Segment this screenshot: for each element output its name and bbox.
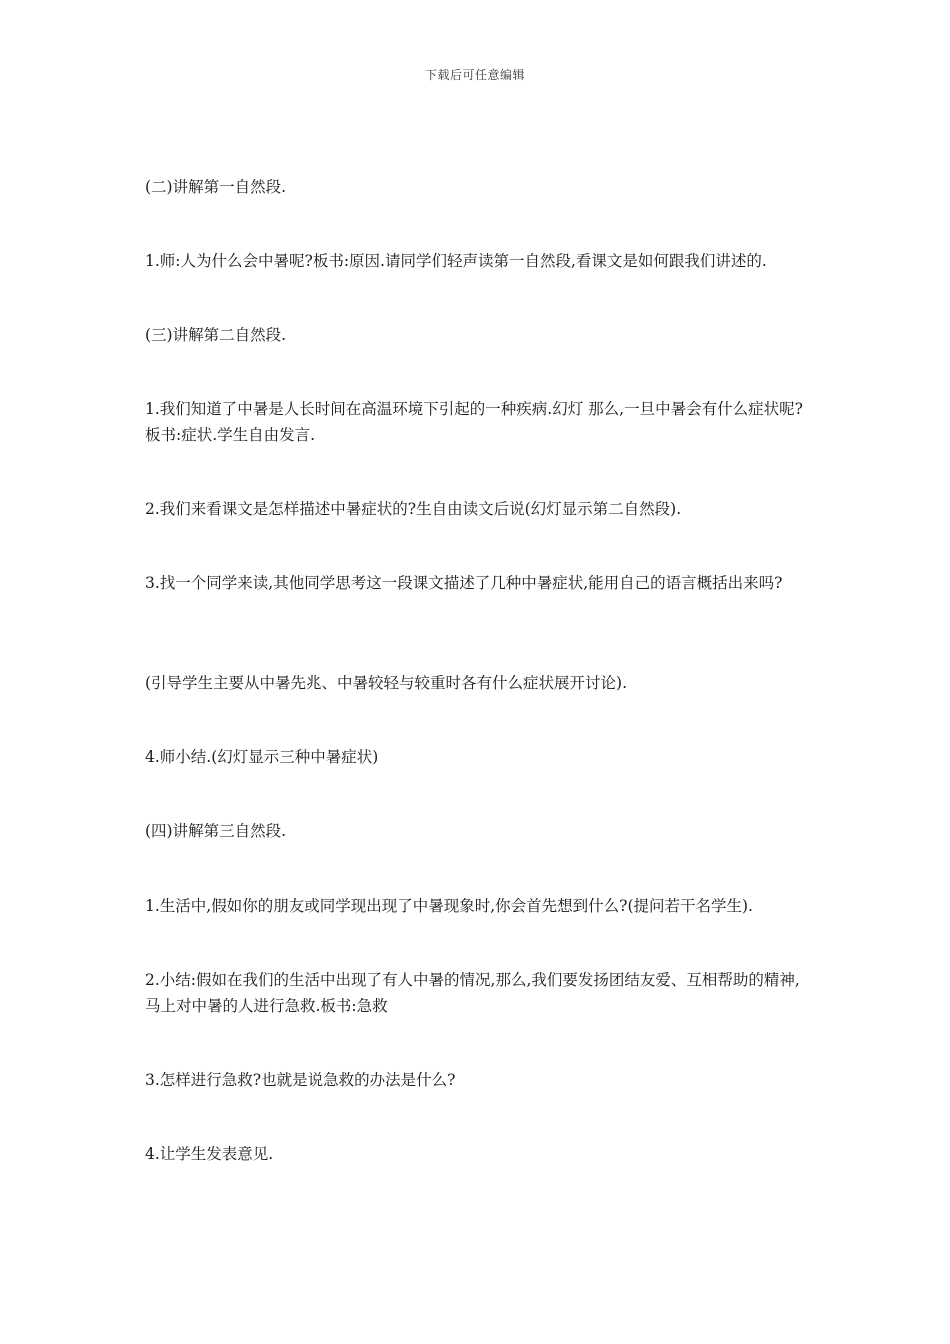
page-header: 下载后可任意编辑	[424, 68, 525, 82]
paragraph-section-3-item-2: 2.我们来看课文是怎样描述中暑症状的?生自由读文后说(幻灯显示第二自然段).	[145, 500, 682, 518]
paragraph-section-3-item-3: 3.找一个同学来读,其他同学思考这一段课文描述了几种中暑症状,能用自己的语言概括出来吗?	[145, 574, 783, 592]
paragraph-section-3-heading: (三)讲解第二自然段.	[145, 326, 287, 344]
paragraph-section-4-item-3: 3.怎样进行急救?也就是说急救的办法是什么?	[145, 1071, 456, 1089]
paragraph-section-4-heading: (四)讲解第三自然段.	[145, 822, 287, 840]
paragraph-section-2-heading: (二)讲解第一自然段.	[145, 178, 287, 196]
paragraph-section-4-item-1: 1.生活中,假如你的朋友或同学现出现了中暑现象时,你会首先想到什么?(提问若干名学生).	[145, 897, 753, 915]
paragraph-section-3-item-1: 1.我们知道了中暑是人长时间在高温环境下引起的一种疾病.幻灯 那么,一旦中暑会有什么症状呢?板书:症状.学生自由发言.	[145, 400, 803, 444]
paragraph-section-3-note: (引导学生主要从中暑先兆、中暑较轻与较重时各有什么症状展开讨论).	[145, 674, 628, 692]
paragraph-section-2-item-1: 1.师:人为什么会中暑呢?板书:原因.请同学们轻声读第一自然段,看课文是如何跟我们讲述的.	[145, 252, 767, 270]
paragraph-section-3-item-4: 4.师小结.(幻灯显示三种中暑症状)	[145, 748, 379, 766]
paragraph-section-4-item-4: 4.让学生发表意见.	[145, 1145, 274, 1163]
paragraph-section-4-item-2: 2.小结:假如在我们的生活中出现了有人中暑的情况,那么,我们要发扬团结友爱、互相帮助的精神,马上对中暑的人进行急救.板书:急救	[145, 971, 800, 1015]
